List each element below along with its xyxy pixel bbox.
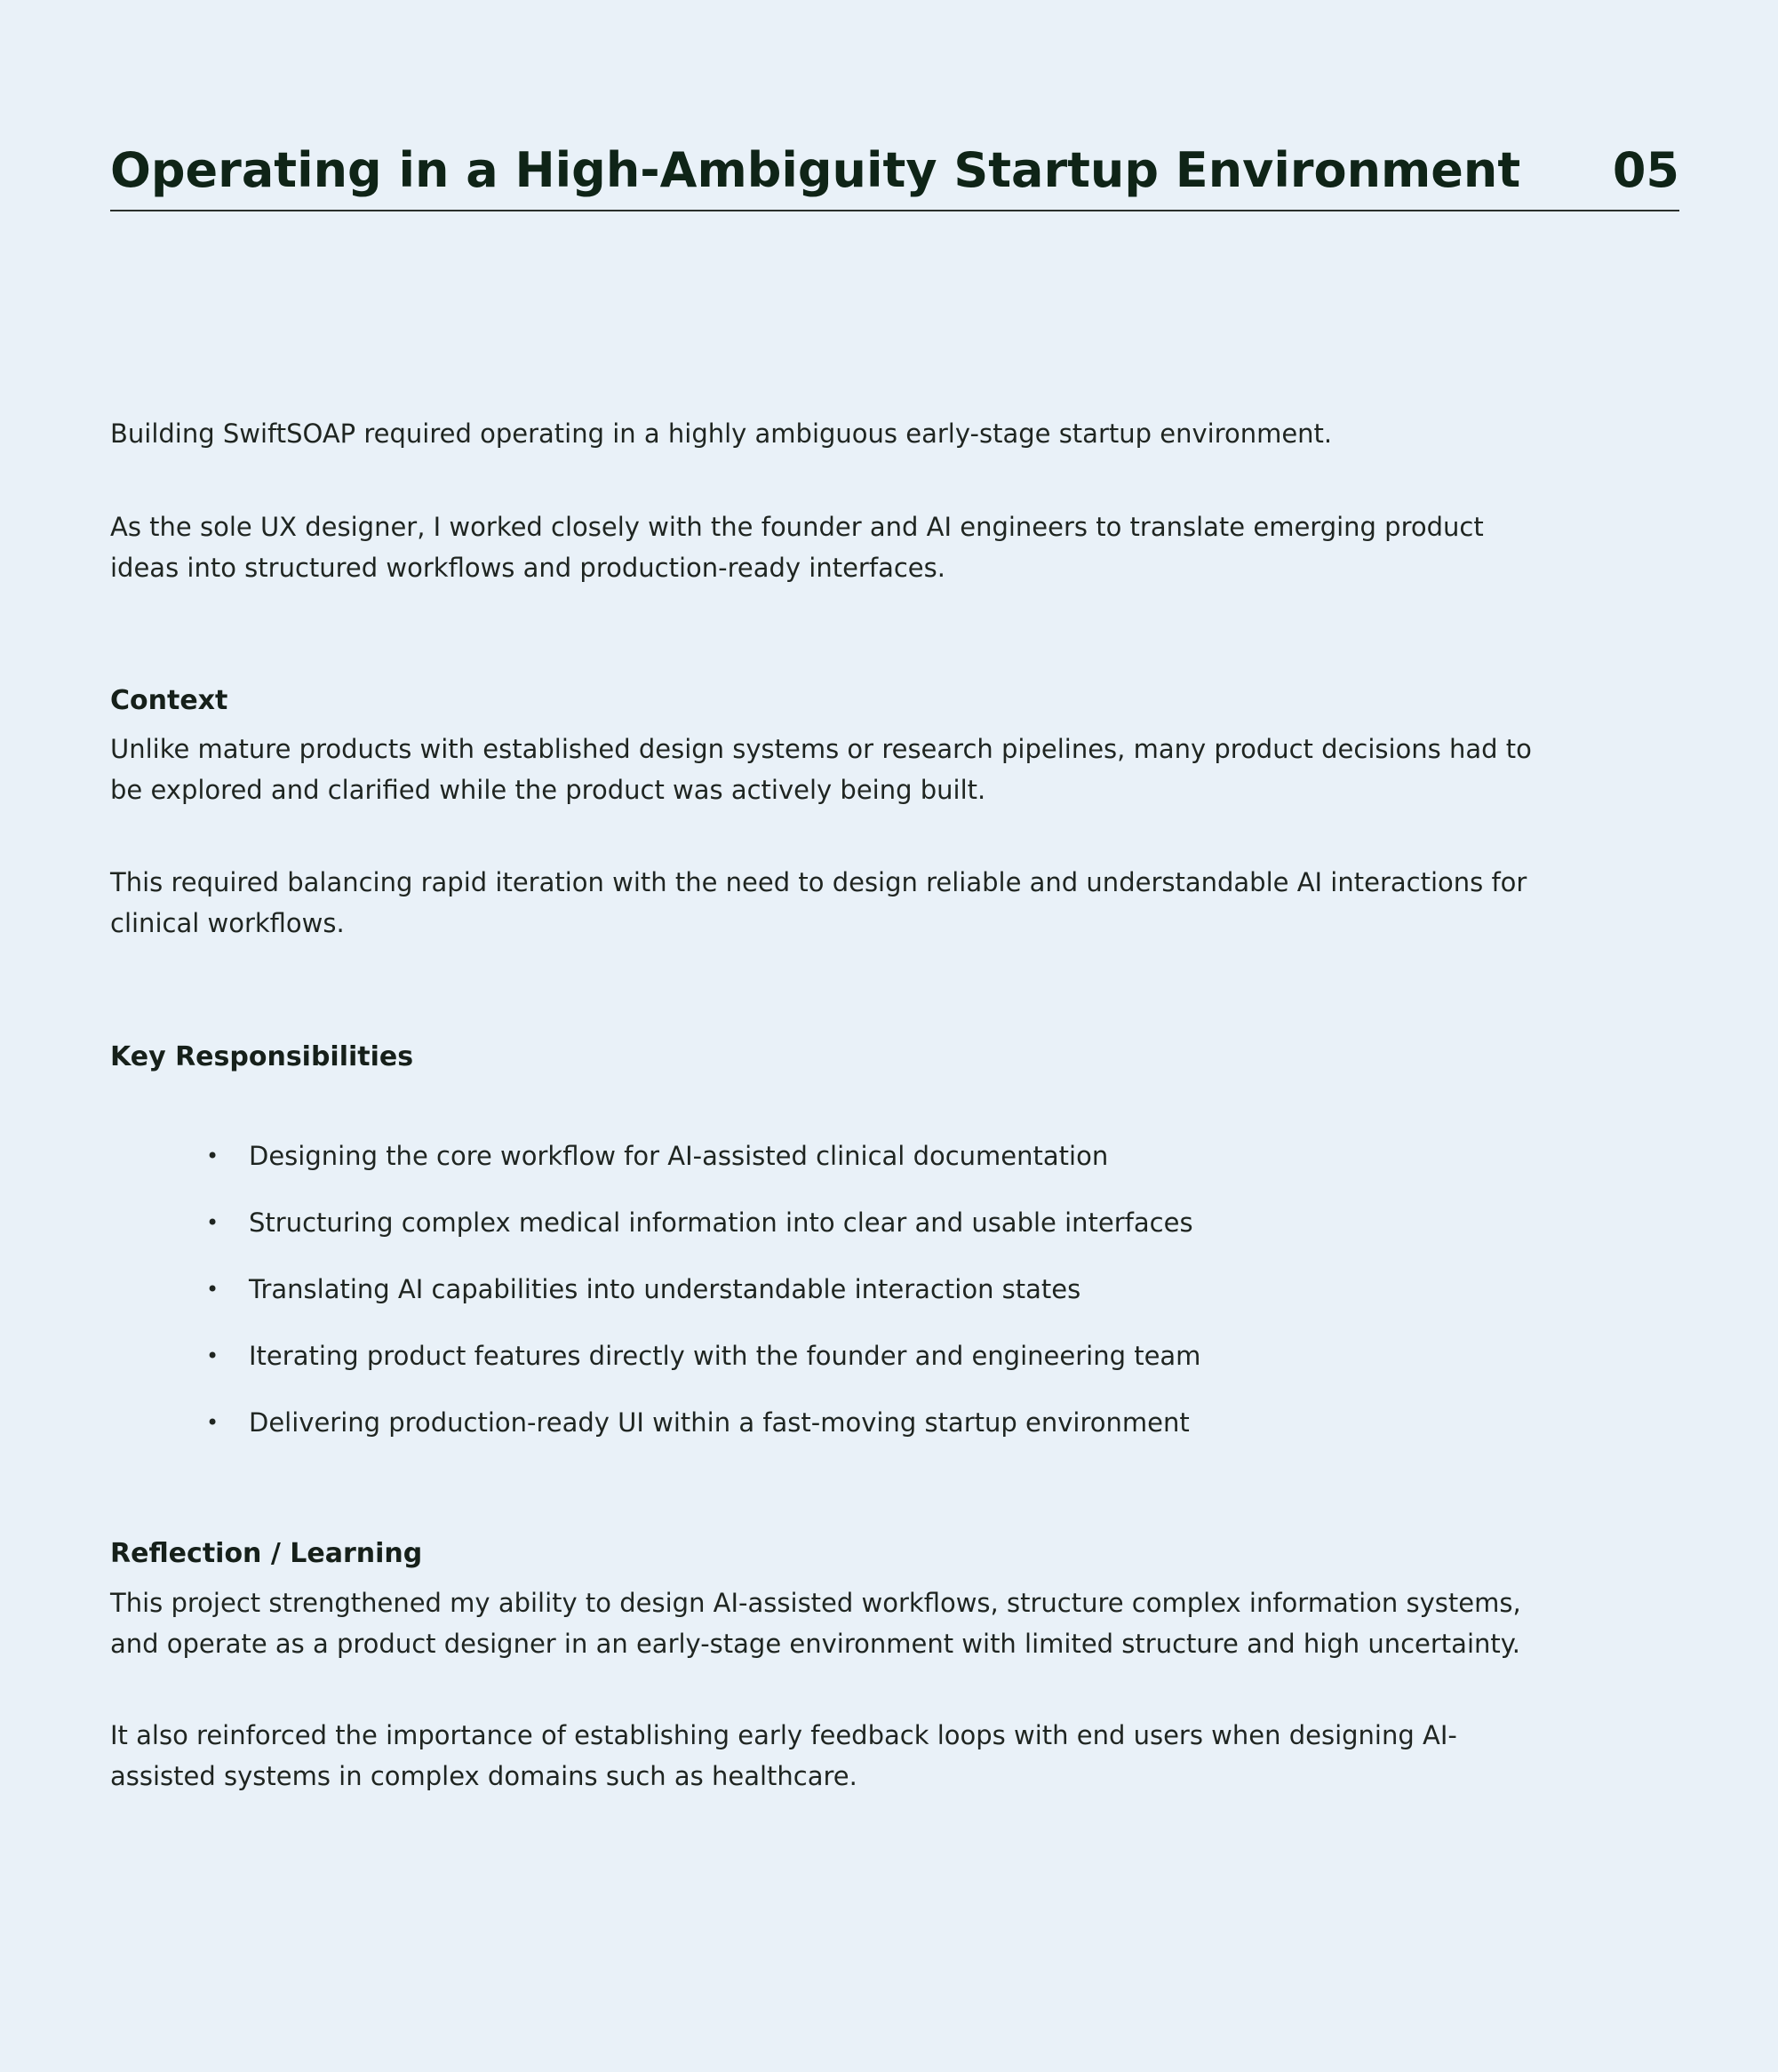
context-paragraph-1: Unlike mature products with established design systems or research pipelines, many product decisions had to be explored and clarified while the product was actively being built.: [110, 734, 1532, 805]
list-item-text: Translating AI capabilities into understandable interaction states: [249, 1274, 1081, 1304]
list-item: [206, 1267, 1539, 1334]
context-paragraph-2: This required balancing rapid iteration with the need to design reliable and understandable AI interactions for clinical workflows.: [110, 867, 1527, 938]
page-number: 05: [1612, 142, 1679, 198]
bullet-icon: •: [206, 1343, 219, 1368]
list-item: [206, 1134, 1539, 1200]
bullet-icon: •: [206, 1277, 219, 1302]
list-item: [206, 1334, 1539, 1400]
reflection-paragraph-1: This project strengthened my ability to design AI-assisted workflows, structure complex information systems, and operate as a product designer in an early-stage environment with limited structure and high uncertainty.: [110, 1588, 1521, 1659]
list-item-text: Structuring complex medical information into clear and usable interfaces: [249, 1207, 1193, 1238]
bullet-icon: •: [206, 1410, 219, 1435]
list-item: [206, 1400, 1539, 1467]
intro-paragraph-2: As the sole UX designer, I worked closely with the founder and AI engineers to translate emerging product ideas into structured workflows and production-ready interfaces.: [110, 512, 1484, 583]
list-item-text: Iterating product features directly with the founder and engineering team: [249, 1341, 1201, 1371]
page-header: [110, 133, 1679, 211]
bullet-icon: •: [206, 1144, 219, 1168]
context-heading: Context: [110, 685, 228, 716]
reflection-heading: Reflection / Learning: [110, 1538, 423, 1569]
responsibilities-list: [206, 1134, 1539, 1467]
reflection-paragraph-2: It also reinforced the importance of establishing early feedback loops with end users when designing AI-assisted systems in complex domains such as healthcare.: [110, 1720, 1457, 1791]
list-item-text: Delivering production-ready UI within a fast-moving startup environment: [249, 1407, 1190, 1438]
page-title: Operating in a High-Ambiguity Startup Environment: [110, 142, 1521, 198]
list-item: [206, 1200, 1539, 1267]
list-item-text: Designing the core workflow for AI-assisted clinical documentation: [249, 1141, 1109, 1171]
bullet-icon: •: [206, 1210, 219, 1235]
intro-paragraph-1: Building SwiftSOAP required operating in a highly ambiguous early-stage startup environment.: [110, 418, 1333, 449]
responsibilities-heading: Key Responsibilities: [110, 1041, 414, 1072]
